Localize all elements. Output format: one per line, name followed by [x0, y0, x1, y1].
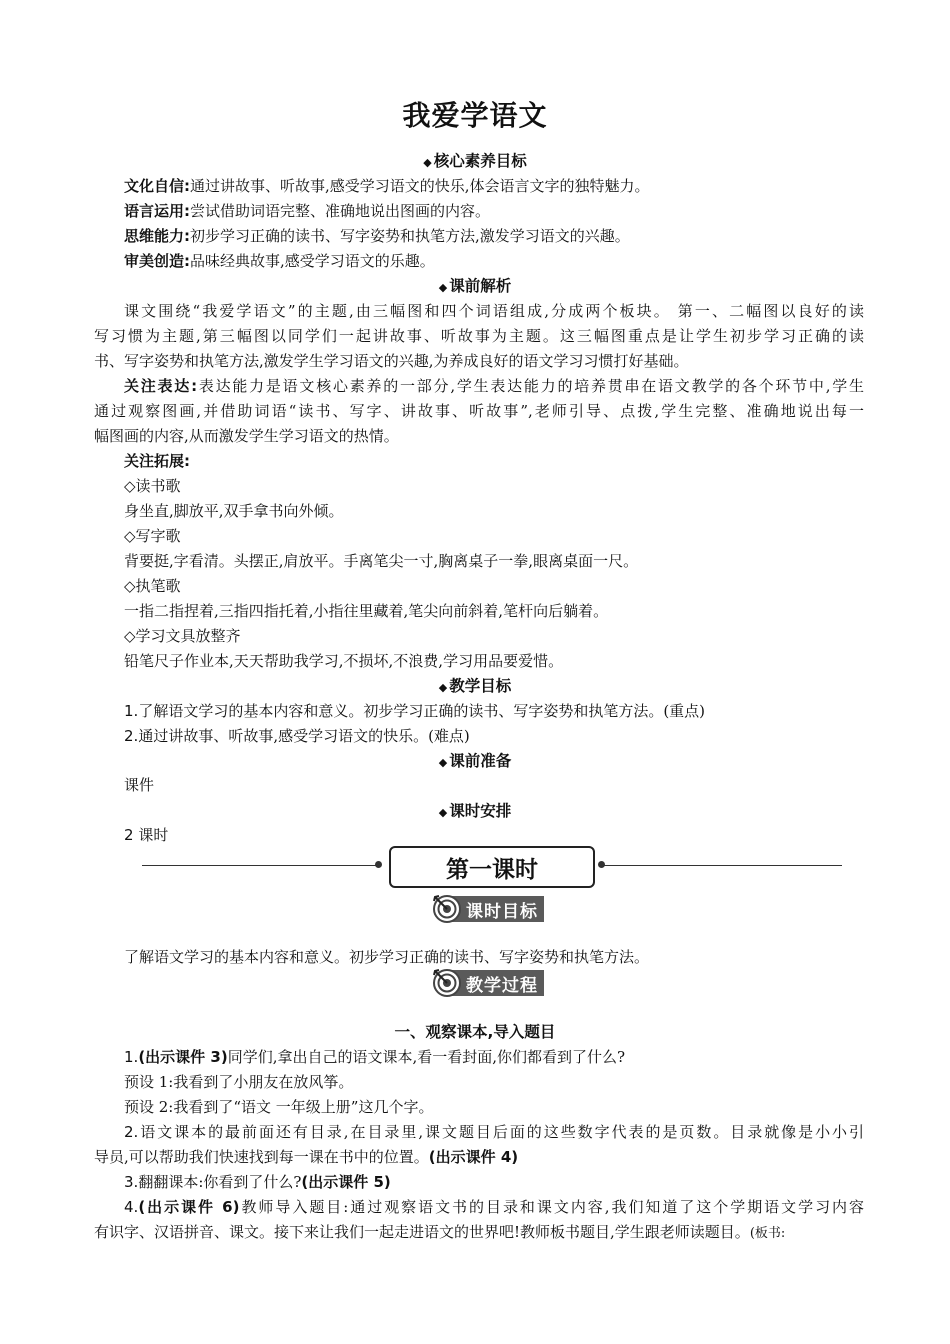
banner-dot-right [598, 861, 605, 868]
document-title: 我爱学语文 [402, 99, 548, 132]
song-title: ◇读书歌 [124, 477, 181, 495]
process-preset-1: 预设 1:我看到了小朋友在放风筝。 [124, 1073, 354, 1091]
process-step-4-cont: 有识字、汉语拼音、课文。接下来让我们一起走进语文的世界吧!教师板书题目,学生跟老师读题目。(板书: [94, 1223, 786, 1241]
target-icon [432, 968, 462, 998]
core-item: 文化自信:通过讲故事、听故事,感受学习语文的快乐,体会语言文字的独特魅力。 [124, 177, 650, 195]
target-icon [432, 894, 462, 924]
lesson-goal-text: 了解语文学习的基本内容和意义。初步学习正确的读书、写字姿势和执笔方法。 [124, 948, 650, 966]
core-item: 语言运用:尝试借助词语完整、准确地说出图画的内容。 [124, 202, 491, 220]
banner-dot-left [375, 861, 382, 868]
diamond-icon: ◆ [438, 756, 448, 769]
goal-item: 2.通过讲故事、听故事,感受学习语文的快乐。(难点) [124, 727, 470, 745]
process-preset-2: 预设 2:我看到了“语文 一年级上册”这几个字。 [124, 1098, 434, 1116]
analysis-p2-line: 关注表达:表达能力是语文核心素养的一部分,学生表达能力的培养贯串在语文教学的各个环节中,学生 [124, 377, 864, 395]
analysis-p2-line: 幅图画的内容,从而激发学生学习语文的热情。 [94, 427, 399, 445]
diamond-icon: ◆ [438, 281, 448, 294]
song-title: ◇执笔歌 [124, 577, 181, 595]
tag-process: 教学过程 [432, 969, 544, 997]
lesson-banner: 第一课时 [389, 846, 595, 888]
process-heading: 一、观察课本,导入题目 [394, 1023, 556, 1041]
banner-rule-left [142, 865, 380, 866]
section-heading-analysis: ◆ 课前解析 [438, 277, 512, 295]
song-text: 铅笔尺子作业本,天天帮助我学习,不损坏,不浪费,学习用品要爱惜。 [124, 652, 564, 670]
schedule-text: 2 课时 [124, 826, 169, 844]
section-heading-goals: ◆ 教学目标 [438, 677, 512, 695]
diamond-icon: ◆ [438, 806, 448, 819]
song-text: 一指二指捏着,三指四指托着,小指往里藏着,笔尖向前斜着,笔杆向后躺着。 [124, 602, 609, 620]
core-item: 思维能力:初步学习正确的读书、写字姿势和执笔方法,激发学习语文的兴趣。 [124, 227, 630, 245]
process-step-3: 3.翻翻课本:你看到了什么?(出示课件 5) [124, 1173, 391, 1191]
analysis-p1-line: 写习惯为主题,第三幅图以同学们一起讲故事、听故事为主题。这三幅图重点是让学生初步学习正确的读 [94, 327, 864, 345]
diamond-icon: ◆ [438, 681, 448, 694]
section-heading-prep: ◆ 课前准备 [438, 752, 512, 770]
analysis-p1-line: 书、写字姿势和执笔方法,激发学生学习语文的兴趣,为养成良好的语文学习习惯打好基础。 [94, 352, 689, 370]
prep-text: 课件 [124, 776, 155, 794]
goal-item: 1.了解语文学习的基本内容和意义。初步学习正确的读书、写字姿势和执笔方法。(重点) [124, 702, 706, 720]
analysis-p2-line: 通过观察图画,并借助词语“读书、写字、讲故事、听故事”,老师引导、点拨,学生完整、准确地说出每一 [94, 402, 864, 420]
song-title: ◇写字歌 [124, 527, 181, 545]
process-step-1: 1.(出示课件 3)同学们,拿出自己的语文课本,看一看封面,你们都看到了什么? [124, 1048, 626, 1066]
banner-rule-right [600, 865, 842, 866]
section-heading-schedule: ◆ 课时安排 [438, 802, 512, 820]
section-heading-core: ◆ 核心素养目标 [423, 152, 527, 170]
song-text: 身坐直,脚放平,双手拿书向外倾。 [124, 502, 344, 520]
diamond-icon: ◆ [423, 156, 432, 169]
song-text: 背要挺,字看清。头摆正,肩放平。手离笔尖一寸,胸离桌子一拳,眼离桌面一尺。 [124, 552, 639, 570]
process-step-2: 2.语文课本的最前面还有目录,在目录里,课文题目后面的这些数字代表的是页数。目录就像是小小引 [124, 1123, 864, 1141]
song-title: ◇学习文具放整齐 [124, 627, 241, 645]
process-step-2-cont: 导员,可以帮助我们快速找到每一课在书中的位置。(出示课件 4) [94, 1148, 519, 1166]
tag-lesson-goal: 课时目标 [432, 895, 544, 923]
analysis-p1-line: 课文围绕“我爱学语文”的主题,由三幅图和四个词语组成,分成两个板块。 第一、二幅图以良好的读 [124, 302, 864, 320]
process-step-4: 4.(出示课件 6)教师导入题目:通过观察语文书的目录和课文内容,我们知道了这个学期语文学习内容 [124, 1198, 865, 1216]
analysis-p3-label: 关注拓展: [124, 452, 190, 470]
core-item: 审美创造:品味经典故事,感受学习语文的乐趣。 [124, 252, 435, 270]
